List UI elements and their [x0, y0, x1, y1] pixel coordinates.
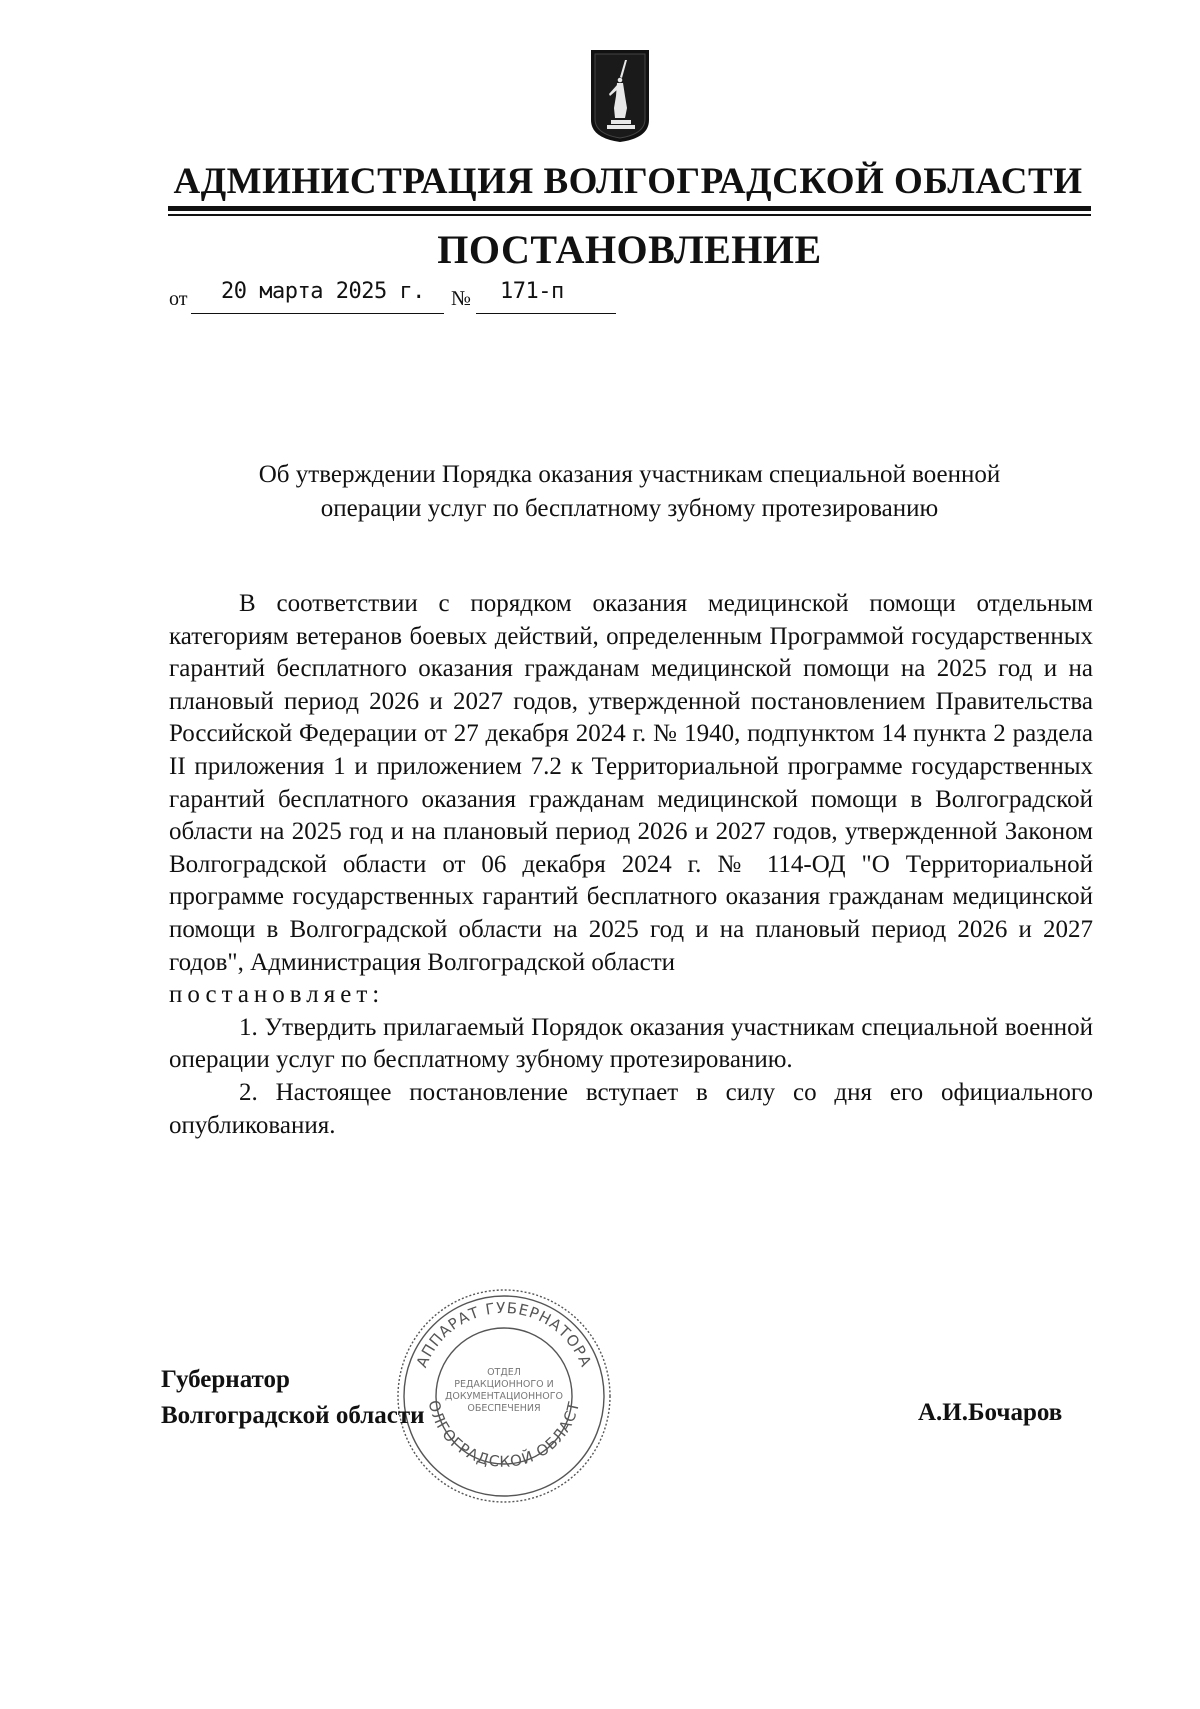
organization-title: АДМИНИСТРАЦИЯ ВОЛГОГРАДСКОЙ ОБЛАСТИ: [173, 161, 1083, 202]
subject-line-1: Об утверждении Порядка оказания участникам специальной военной: [258, 461, 1001, 488]
signatory-position: [161, 1362, 425, 1434]
svg-text:ОТДЕЛ: ОТДЕЛ: [487, 1367, 521, 1378]
svg-text:ОБЕСПЕЧЕНИЯ: ОБЕСПЕЧЕНИЯ: [467, 1403, 541, 1414]
official-seal: [393, 1285, 615, 1507]
decree-word: постановляет:: [169, 981, 385, 1009]
signatory-position-line-1: Губернатор: [161, 1366, 290, 1393]
svg-text:АППАРАТ ГУБЕРНАТОРА: АППАРАТ ГУБЕРНАТОРА: [412, 1298, 596, 1371]
date-underline: [191, 313, 444, 314]
preamble-paragraph: В соответствии с порядком оказания медицинской помощи отдельным категориям ветеранов боевых действий, определенным Программой государственных гарантий бесплатного оказания гражданам медицинской помощи на 2025 год и на плановый период 2026 и 2027 годов, утвержденной постановлением Правительства Российской Федерации от 27 декабря 2024 г. № 1940, подпунктом 14 пункта 2 раздела II приложения 1 и приложением 7.2 к Территориальной программе государственных гарантий бесплатного оказания гражданам медицинской помощи в Волгоградской области на 2025 год и на плановый период 2026 и 2027 годов, утвержденной Законом Волгоградской области от 06 декабря 2024 г. № 114-ОД "О Территориальной программе государственных гарантий бесплатного оказания гражданам медицинской помощи в Волгоградской области на 2025 год и на плановый период 2026 и 2027 годов", Администрация Волгоградской области: [169, 590, 1093, 976]
decree-item-2: 2. Настоящее постановление вступает в силу со дня его официального опубликования.: [169, 1078, 1093, 1139]
number-underline: [476, 313, 616, 314]
header-rule-thick: [168, 206, 1091, 211]
svg-text:ВОЛГОГРАДСКОЙ ОБЛАСТИ: ОЛГОГРАДСКОЙ ОБЛАСТ: [424, 1398, 584, 1471]
svg-text:ДОКУМЕНТАЦИОННОГО: ДОКУМЕНТАЦИОННОГО: [444, 1391, 564, 1402]
svg-text:РЕДАКЦИОННОГО И: РЕДАКЦИОННОГО И: [454, 1379, 554, 1390]
date-prefix: от: [169, 288, 188, 310]
document-body: [169, 588, 1093, 1142]
document-type-title: ПОСТАНОВЛЕНИЕ: [437, 227, 822, 272]
signatory-name: А.И.Бочаров: [918, 1399, 1063, 1426]
header-rule-thin: [168, 214, 1091, 216]
decree-item-1: 1. Утвердить прилагаемый Порядок оказания участникам специальной военной операции услуг по бесплатному зубному протезированию.: [169, 1013, 1093, 1074]
document-date: 20 марта 2025 г.: [221, 279, 425, 304]
number-prefix: №: [451, 286, 472, 310]
document-number: 171-п: [500, 279, 564, 304]
document-subject: [168, 458, 1091, 526]
subject-line-2: операции услуг по бесплатному зубному протезированию: [320, 495, 939, 522]
signatory-position-line-2: Волгоградской области: [161, 1402, 425, 1429]
volgograd-coat-of-arms-icon: [589, 48, 651, 144]
